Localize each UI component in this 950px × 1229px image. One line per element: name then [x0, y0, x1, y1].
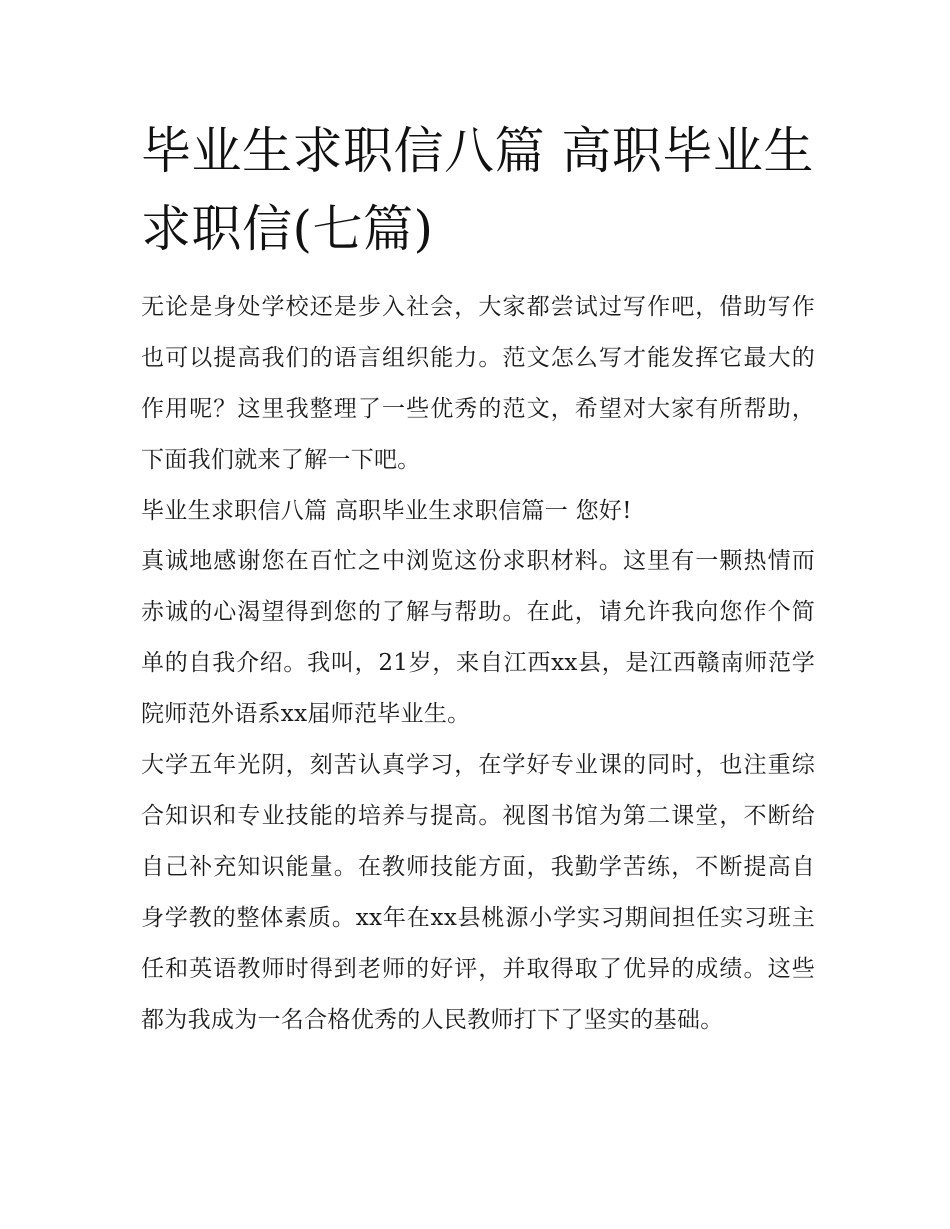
greeting-paragraph: 真诚地感谢您在百忙之中浏览这份求职材料。这里有一颗热情而赤诚的心渴望得到您的了解与帮助。在此，请允许我向您作个简单的自我介绍。我叫，21岁，来自江西xx县，是江西赣南师范学院师范外语系xx届师范毕业生。 [141, 548, 815, 727]
section-heading-paragraph: 毕业生求职信八篇 高职毕业生求职信篇一 您好! [141, 498, 632, 524]
document-body [141, 282, 815, 1046]
intro-paragraph: 无论是身处学校还是步入社会，大家都尝试过写作吧，借助写作也可以提高我们的语言组织能力。范文怎么写才能发挥它最大的作用呢？这里我整理了一些优秀的范文，希望对大家有所帮助，下面我们就来了解一下吧。 [141, 294, 815, 473]
document-title: 毕业生求职信八篇 高职毕业生求职信(七篇) [141, 122, 814, 258]
study-paragraph: 大学五年光阴，刻苦认真学习，在学好专业课的同时，也注重综合知识和专业技能的培养与提高。视图书馆为第二课堂，不断给自己补充知识能量。在教师技能方面，我勤学苦练，不断提高自身学教的整体素质。xx年在xx县桃源小学实习期间担任实习班主任和英语教师时得到老师的好评，并取得取了优异的成绩。这些都为我成为一名合格优秀的人民教师打下了坚实的基础。 [141, 752, 815, 1033]
